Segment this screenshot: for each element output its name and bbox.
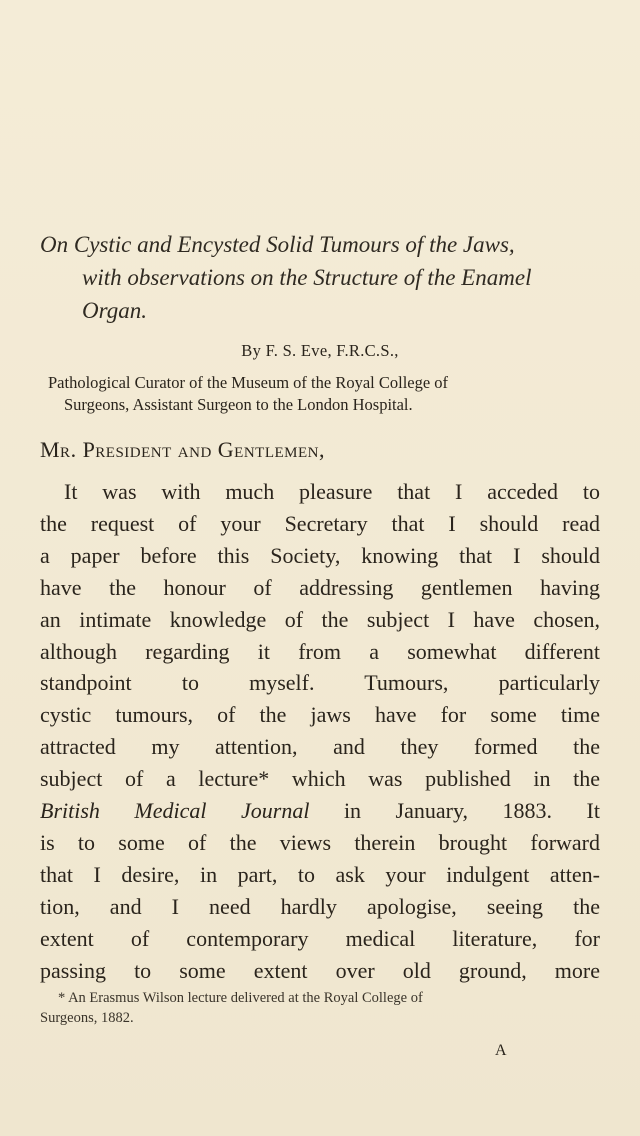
body-line: have the honour of addressing gentlemen having — [40, 574, 600, 600]
affiliation-line-1: Pathological Curator of the Museum of the Royal College of — [48, 373, 449, 392]
body-line: attracted my attention, and they formed the — [40, 734, 600, 760]
body-line: tion, and I need hardly apologise, seeing the — [40, 893, 600, 919]
journal-date: in January, 1883. It — [309, 798, 600, 824]
article-title — [40, 228, 600, 327]
body-line: is to some of the views therein brought forward — [40, 829, 600, 855]
body-line: cystic tumours, of the jaws have for some time — [40, 702, 600, 728]
body-line: subject of a lecture* which was published in the — [40, 766, 600, 792]
footnote-line-2: Surgeons, 1882. — [40, 1010, 134, 1026]
body-line: an intimate knowledge of the subject I have chosen, — [40, 606, 600, 632]
author-affiliation — [48, 372, 608, 416]
footnote-line-1: * An Erasmus Wilson lecture delivered at the Royal College of — [58, 990, 423, 1006]
footnote — [40, 988, 600, 1028]
body-line: passing to some extent over old ground, more — [40, 957, 600, 983]
body-line: standpoint to myself. Tumours, particularly — [40, 670, 600, 696]
affiliation-line-2: Surgeons, Assistant Surgeon to the London Hospital. — [64, 395, 413, 414]
body-line: that I desire, in part, to ask your indulgent atten- — [40, 861, 600, 887]
title-line-2: with observations on the Structure of the Enamel — [82, 265, 532, 290]
signature-mark: A — [495, 1042, 507, 1059]
body-line: It was with much pleasure that I acceded to — [64, 479, 600, 504]
body-line-journal — [40, 795, 600, 827]
body-line: the request of your Secretary that I should read — [40, 510, 600, 536]
body-line: although regarding it from a somewhat different — [40, 638, 600, 664]
journal-name: British Medical Journal — [40, 798, 310, 824]
title-line-1: On Cystic and Encysted Solid Tumours of the Jaws, — [40, 232, 515, 257]
title-line-3: Organ. — [82, 298, 147, 323]
body-line: extent of contemporary medical literature, for — [40, 925, 600, 951]
author-line: By F. S. Eve, F.R.C.S., — [241, 341, 399, 360]
salutation: Mr. President and Gentlemen, — [40, 437, 325, 462]
body-paragraph — [40, 476, 600, 987]
body-line: a paper before this Society, knowing that I should — [40, 542, 600, 568]
